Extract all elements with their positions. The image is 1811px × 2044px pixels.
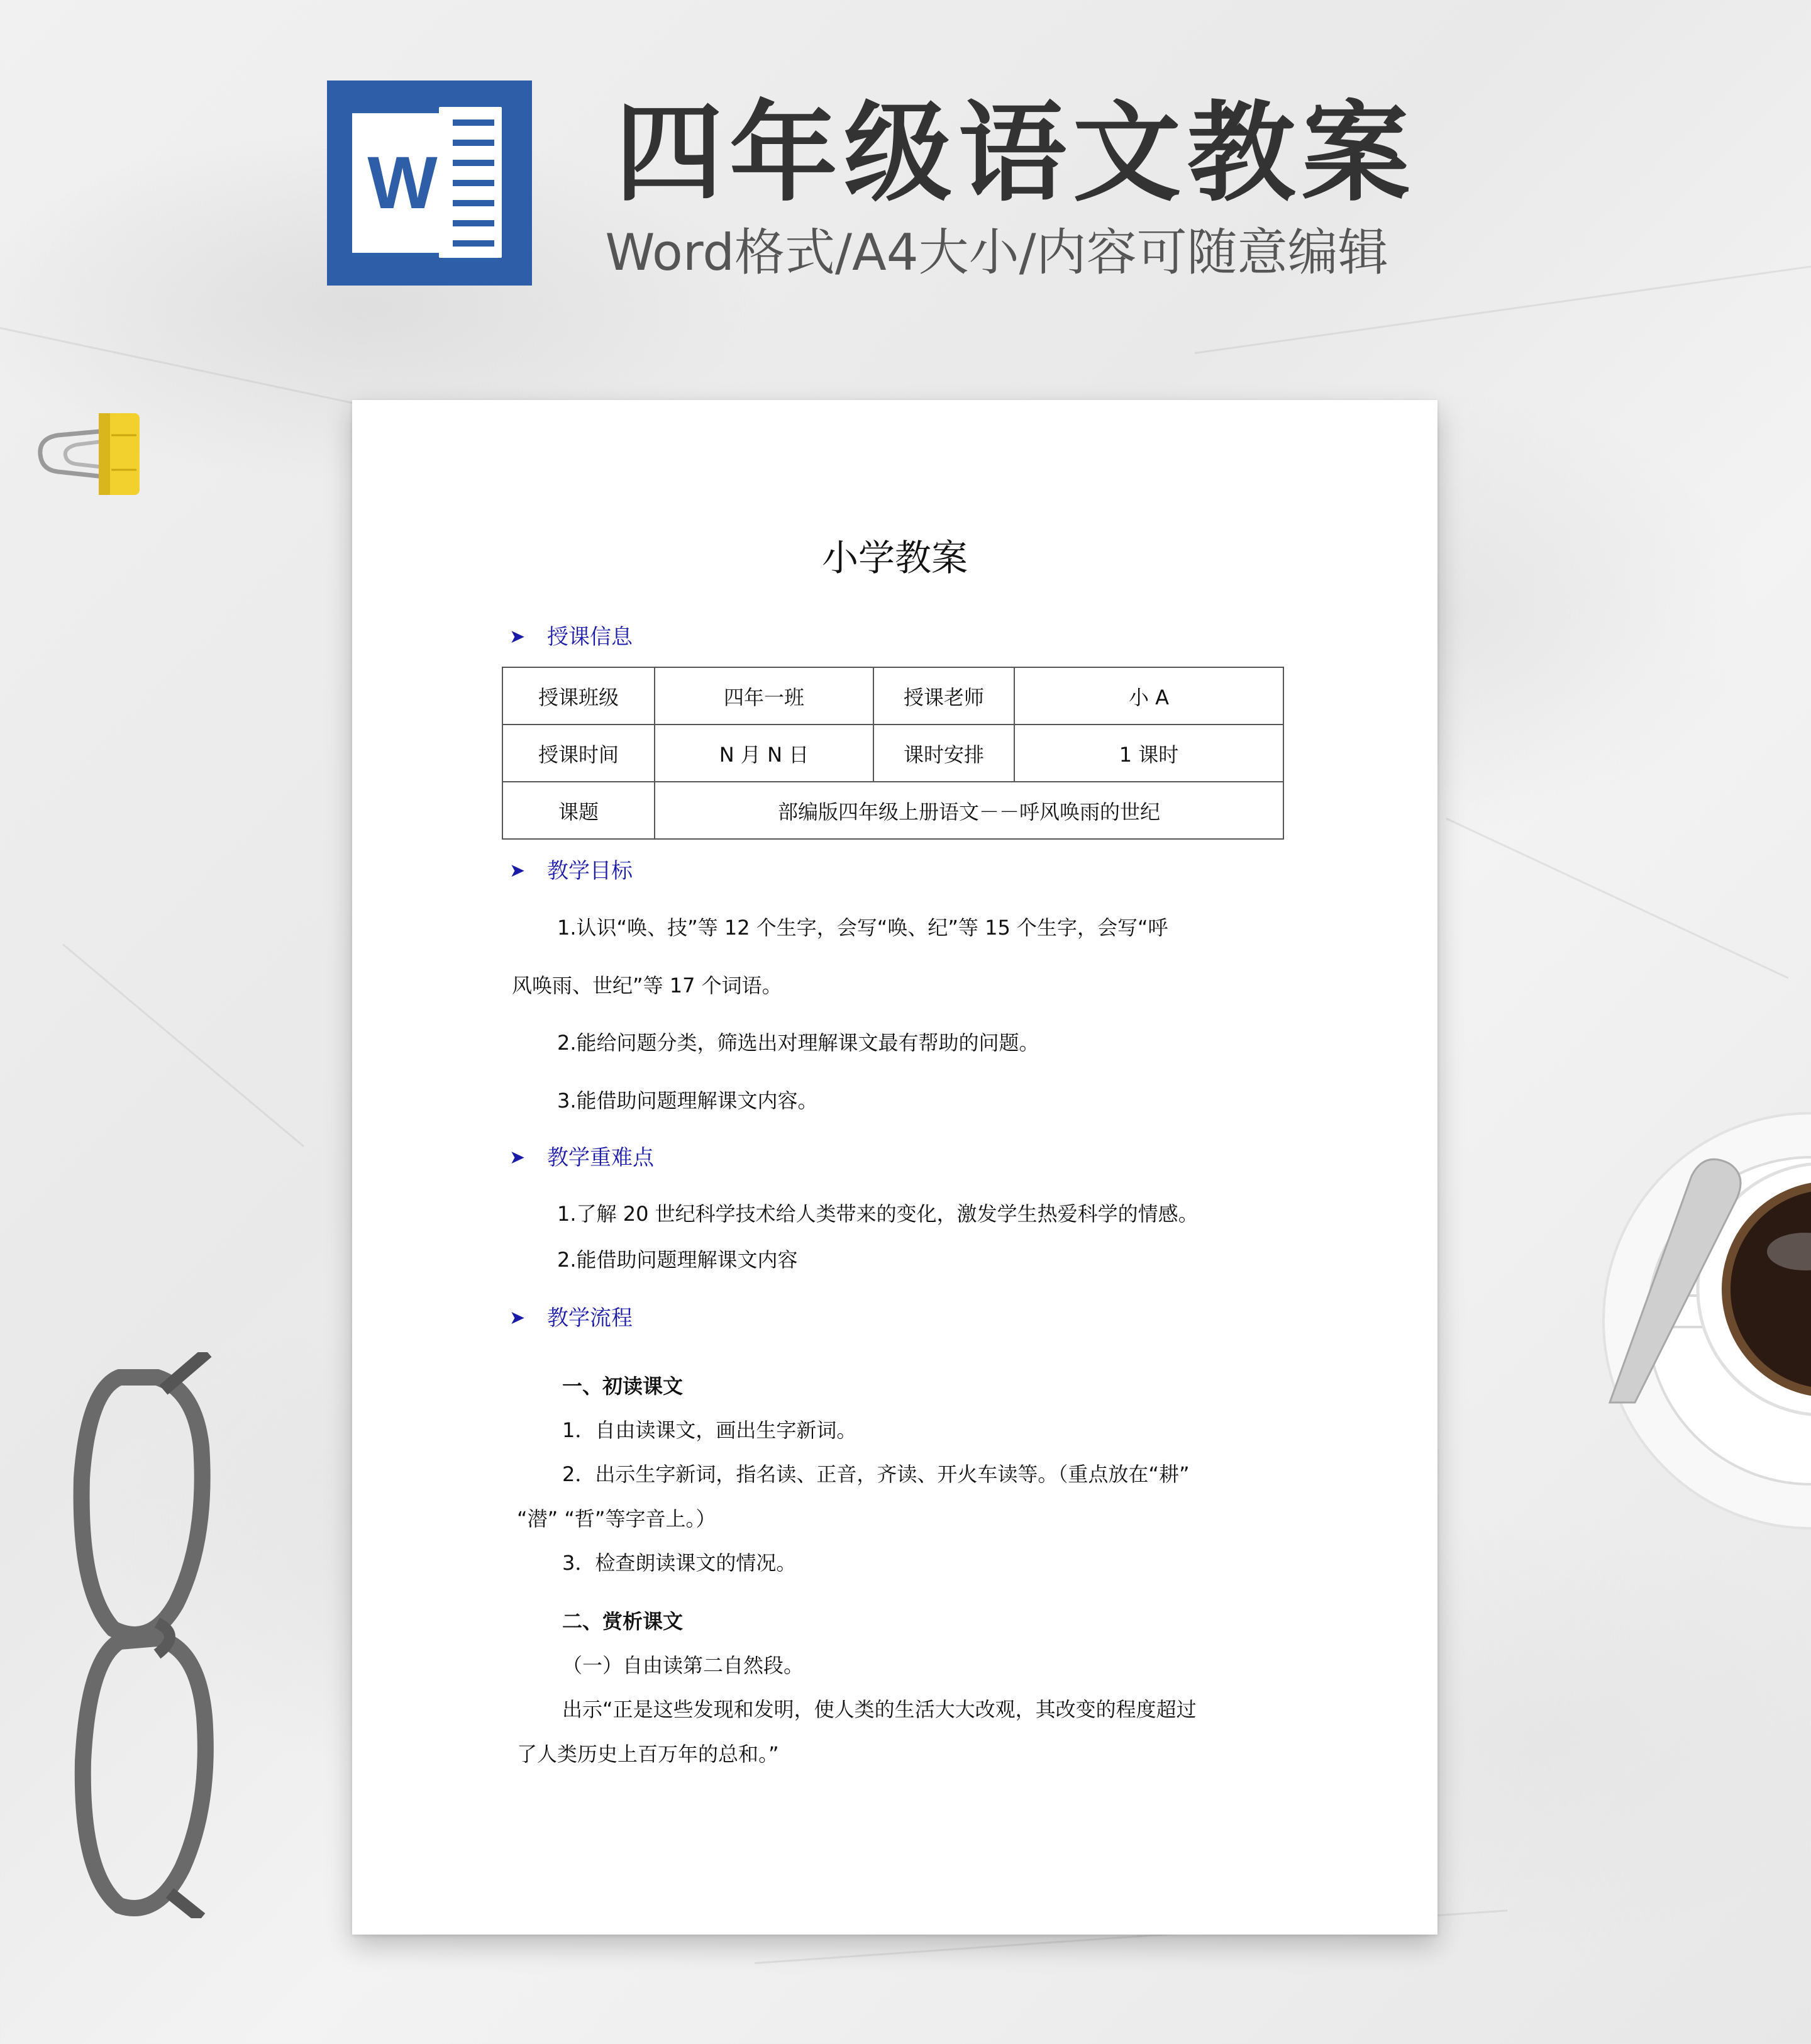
process-line: （一）自由读第二自然段。 [562, 1653, 804, 1677]
table-row [502, 782, 1283, 839]
table-cell: N 月 N 日 [655, 725, 873, 782]
key-point-line: 2.能借助问题理解课文内容 [557, 1248, 798, 1272]
process-part-title: 一、初读课文 [562, 1374, 684, 1398]
table-cell: 部编版四年级上册语文－－呼风唤雨的世纪 [655, 782, 1283, 839]
key-point-line: 1.了解 20 世纪科学技术给人类带来的变化，激发学生热爱科学的情感。 [557, 1202, 1199, 1226]
section-heading-label: 教学重难点 [547, 1145, 654, 1170]
binder-clip-icon [33, 410, 146, 498]
document-title: 小学教案 [821, 536, 968, 579]
marble-vein [1446, 818, 1788, 979]
process-line: 3．检查朗读课文的情况。 [562, 1551, 797, 1575]
table-cell: 小 A [1014, 667, 1283, 725]
section-heading-key-points [509, 1147, 654, 1169]
table-row [502, 667, 1283, 725]
table-cell: 授课老师 [873, 667, 1014, 725]
eyeglasses-icon [63, 1352, 252, 1918]
process-part-title: 二、赏析课文 [562, 1609, 684, 1633]
section-heading-goals [509, 860, 633, 882]
arrow-bullet-icon: ➤ [509, 1307, 526, 1329]
banner-title: 四年级语文教案 [615, 90, 1416, 216]
section-heading-label: 教学流程 [547, 1306, 633, 1331]
marble-vein [62, 943, 304, 1147]
goal-line: 3.能借助问题理解课文内容。 [557, 1089, 818, 1113]
process-line: 出示“正是这些发现和发明，使人类的生活大大改观，其改变的程度超过 [562, 1697, 1197, 1721]
section-heading-label: 授课信息 [547, 625, 633, 650]
process-line: 2．出示生字新词，指名读、正音，齐读、开火车读等。（重点放在“耕” [562, 1462, 1190, 1486]
arrow-bullet-icon: ➤ [509, 1147, 526, 1169]
goal-line: 1.认识“唤、技”等 12 个生字，会写“唤、纪”等 15 个生字，会写“呼 [557, 916, 1168, 940]
table-cell: 课时安排 [873, 725, 1014, 782]
banner-subtitle: Word格式/A4大小/内容可随意编辑 [605, 223, 1388, 282]
process-line: 了人类历史上百万年的总和。” [517, 1742, 779, 1766]
process-line: “潜” “哲”等字音上。） [517, 1507, 716, 1531]
word-logo-letter: W [352, 113, 453, 253]
document-page [352, 400, 1437, 1935]
section-heading-info [509, 626, 633, 648]
info-table [502, 667, 1284, 840]
table-cell: 授课时间 [502, 725, 655, 782]
table-cell: 四年一班 [655, 667, 873, 725]
section-heading-process [509, 1308, 633, 1329]
arrow-bullet-icon: ➤ [509, 626, 526, 648]
word-logo [327, 81, 532, 286]
table-row [502, 725, 1283, 782]
table-cell: 授课班级 [502, 667, 655, 725]
section-heading-label: 教学目标 [547, 858, 633, 884]
arrow-bullet-icon: ➤ [509, 860, 526, 882]
table-cell: 课题 [502, 782, 655, 839]
process-line: 1．自由读课文，画出生字新词。 [562, 1418, 857, 1442]
goal-line: 风唤雨、世纪”等 17 个词语。 [512, 974, 782, 997]
coffee-cup-icon [1597, 1107, 1811, 1547]
goal-line: 2.能给问题分类，筛选出对理解课文最有帮助的问题。 [557, 1031, 1039, 1055]
table-cell: 1 课时 [1014, 725, 1283, 782]
